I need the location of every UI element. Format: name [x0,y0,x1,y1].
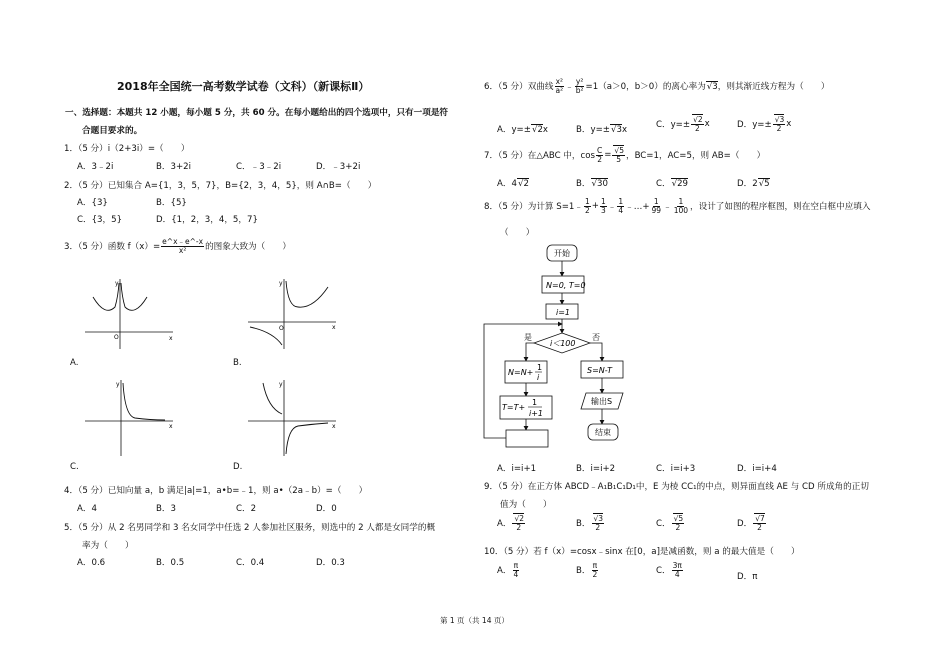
q1-option-d[interactable]: D．﹣3+2i [316,162,361,172]
q4-stem: 4．（5 分）已知向量 a，b 满足|a|=1，a•b=﹣1，则 a•（2a﹣b）=（ ） [64,486,368,496]
q8-stem-cont: （ ） [500,228,535,238]
svg-text:开始: 开始 [554,249,570,258]
svg-text:T=T+: T=T+ [502,403,526,412]
svg-text:结束: 结束 [595,428,611,437]
q7-option-d[interactable]: D．2√ 5 [737,177,770,189]
q10-stem: 10．（5 分）若 f（x）=cosx﹣sinx 在[0，a]是减函数，则 a 的最大值是（ ） [484,547,800,557]
svg-text:N=0, T=0: N=0, T=0 [546,281,586,290]
svg-text:x: x [169,335,173,342]
q5-stem-cont: 率为（ ） [82,541,134,551]
svg-text:y: y [279,280,283,287]
svg-text:x: x [332,324,336,331]
q4-option-a[interactable]: A．4 [77,504,97,514]
page-title: 2018年全国统一高考数学试卷（文科）（新课标Ⅱ） [117,80,370,93]
q3-option-a[interactable]: A. [70,358,79,368]
q5-stem: 5．（5 分）从 2 名男同学和 3 名女同学中任选 2 人参加社区服务，则选中的 2 人都是女同学的概 [64,523,436,533]
q8-option-a[interactable]: A．i=i+1 [497,464,537,474]
svg-text:x: x [169,423,173,430]
svg-text:y: y [116,381,120,388]
q8-stem: 8．（5 分）为计算 S=1﹣ $\frac{1}{2}$ + $\frac{1}{3}$ ﹣ $\frac{1}{4}$ ﹣…+ $\frac{1}{99}$ ﹣ $\frac{1}{100}$ ，设计了如图的程序框图，则在空白框中应填入 [484,197,871,215]
q4-option-b[interactable]: B．3 [156,504,176,514]
q5-option-c[interactable]: C．0.4 [236,558,265,568]
q5-option-b[interactable]: B．0.5 [156,558,185,568]
svg-text:i+1: i+1 [529,409,544,418]
svg-text:1: 1 [537,363,543,372]
page-footer: 第 1 页（共 14 页） [440,616,509,625]
svg-text:否: 否 [592,333,600,342]
q9-option-d[interactable]: D． √ $\frac{7}{2}$ [737,515,767,532]
q3-graph-a [85,277,175,352]
svg-text:输出S: 输出S [591,397,613,406]
q2-option-d[interactable]: D．{1，2，3，4，5，7} [156,215,258,225]
q10-option-a[interactable]: A． $\frac{\pi}{4}$ [497,561,519,579]
q3-graph-d [248,378,338,458]
q5-option-a[interactable]: A．0.6 [77,558,106,568]
q6-option-a[interactable]: A．y=±√ 2x [497,123,548,135]
q2-option-b[interactable]: B．{5} [156,198,187,208]
q9-stem: 9．（5 分）在正方体 ABCD﹣A₁B₁C₁D₁中，E 为棱 CC₁的中点，则异面直线 AE 与 CD 所成角的正切 [484,482,869,492]
q5-option-d[interactable]: D．0.3 [316,558,345,568]
q6-option-c[interactable]: C．y=± √ $\frac{2}{2}$ x [656,116,710,133]
q7-option-b[interactable]: B．√ 30 [576,177,608,189]
svg-text:O: O [114,334,119,341]
q2-stem: 2．（5 分）已知集合 A={1，3，5，7}，B={2，3，4，5}，则 A∩B=（ ） [64,181,377,191]
q4-option-c[interactable]: C．2 [236,504,257,514]
q3-graph-c [85,378,175,458]
q6-stem: 6．（5 分）双曲线 $\frac{\text{x²}}{\text{a²}}$ ﹣ $\frac{\text{y²}}{\text{b²}}$ =1（a＞0，b＞0）的离心率为 √ 3 ，则其渐近线方程为（ ） [484,78,829,95]
q3-option-c[interactable]: C. [70,462,79,472]
q10-option-b[interactable]: B． $\frac{\pi}{2}$ [576,561,598,579]
q8-option-b[interactable]: B．i=i+2 [576,464,616,474]
q1-option-b[interactable]: B．3+2i [156,162,192,172]
svg-text:N=N+: N=N+ [508,368,534,377]
q7-stem: 7．（5 分）在△ABC 中，cos $\frac{C}{2}$ = √ $\frac{5}{5}$ ，BC=1，AC=5，则 AB=（ ） [484,147,765,164]
q2-option-a[interactable]: A．{3} [77,198,108,208]
q3-fraction: $\frac{e\^{}x﹣e\^{}-x}{\text{x²}}$ [162,237,204,255]
q3-stem: 3．（5 分）函数 f（x）= $\frac{e\^{}x﹣e\^{}-x}{\text{x²}}$ 的图象大致为（ ） [64,237,292,255]
svg-text:1: 1 [532,398,538,407]
q7-option-c[interactable]: C．√ 29 [656,177,688,189]
q4-option-d[interactable]: D．0 [316,504,337,514]
q9-option-a[interactable]: A． √ $\frac{2}{2}$ [497,515,526,532]
svg-text:是: 是 [524,333,532,342]
q3-option-d[interactable]: D. [233,462,243,472]
svg-text:O: O [279,325,284,332]
svg-text:i: i [537,373,540,382]
q1-option-a[interactable]: A．3﹣2i [77,162,114,172]
q1-stem: 1．（5 分）i（2+3i）=（ ） [64,144,190,154]
flow-blank-box[interactable] [506,430,548,447]
q3-option-b[interactable]: B. [233,358,242,368]
q2-option-c[interactable]: C．{3，5} [77,215,123,225]
section-heading: 一、选择题：本题共 12 小题，每小题 5 分，共 60 分。在每小题给出的四个选项中，只有一项是符 [65,108,449,118]
q10-option-d[interactable]: D．π [737,572,758,582]
svg-text:i=1: i=1 [556,308,571,317]
q3-graph-b [248,277,338,352]
q8-flowchart [480,243,680,453]
q8-option-d[interactable]: D．i=i+4 [737,464,777,474]
q8-option-c[interactable]: C．i=i+3 [656,464,696,474]
svg-text:i＜100: i＜100 [550,339,576,348]
q9-option-c[interactable]: C． √ $\frac{5}{2}$ [656,515,685,532]
svg-text:y: y [279,381,283,388]
q1-option-c[interactable]: C．﹣3﹣2i [236,162,282,172]
q9-stem-cont: 值为（ ） [500,500,552,510]
q6-option-d[interactable]: D．y=± √ $\frac{3}{2}$ x [737,116,791,133]
q10-option-c[interactable]: C． $\frac{3\pi}{4}$ [656,561,682,579]
q9-option-b[interactable]: B． √ $\frac{3}{2}$ [576,515,605,532]
svg-text:S=N-T: S=N-T [587,366,612,375]
svg-text:x: x [332,423,336,430]
section-heading-cont: 合题目要求的。 [82,126,143,136]
q7-option-a[interactable]: A．4√ 2 [497,177,529,189]
svg-text:y: y [115,280,119,287]
q6-option-b[interactable]: B．y=±√ 3x [576,123,627,135]
